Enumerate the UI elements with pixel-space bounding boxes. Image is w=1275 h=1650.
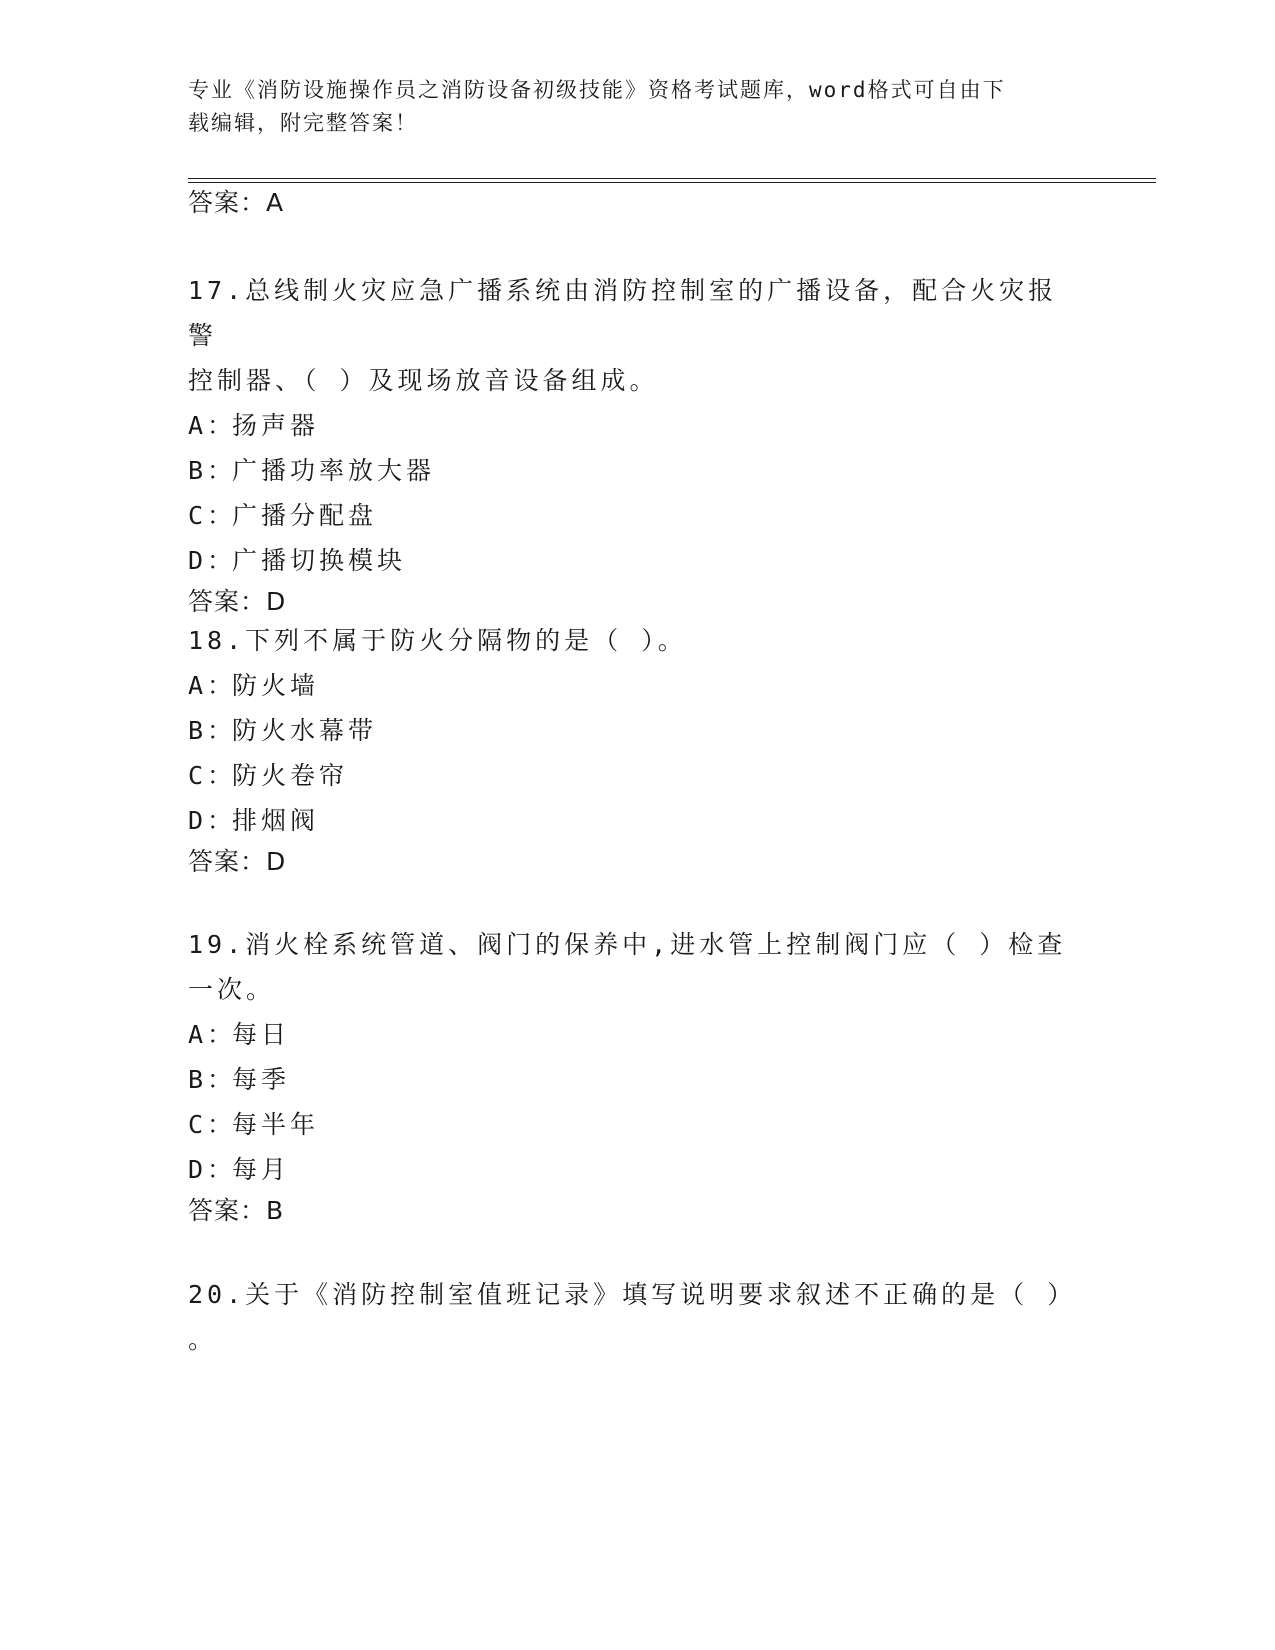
option-text: 排烟阀 <box>232 806 320 835</box>
option-key: A： <box>188 411 237 440</box>
option-key: C： <box>188 761 237 790</box>
option-text: 每半年 <box>232 1110 320 1139</box>
option-c <box>188 1102 1088 1147</box>
option-d <box>188 1147 1088 1192</box>
option-text: 每日 <box>232 1020 291 1049</box>
option-b <box>188 1057 1088 1102</box>
option-key: D： <box>188 546 237 575</box>
option-text: 防火卷帘 <box>232 761 349 790</box>
option-text: 防火水幕带 <box>232 716 378 745</box>
option-key: D： <box>188 1155 237 1184</box>
option-d <box>188 798 1088 843</box>
option-b <box>188 708 1088 753</box>
header-line-2: 载编辑，附完整答案！ <box>188 111 418 135</box>
option-c <box>188 753 1088 798</box>
question-18 <box>188 618 1088 881</box>
question-17 <box>188 268 1088 621</box>
option-key: A： <box>188 671 237 700</box>
option-a <box>188 663 1088 708</box>
option-text: 广播切换模块 <box>232 546 407 575</box>
question-text-line-2: 。 <box>188 1325 218 1354</box>
answer-label: 答案：A <box>188 188 285 217</box>
question-text-line-2: 控制器、（ ）及现场放音设备组成。 <box>188 366 659 395</box>
option-text: 每季 <box>232 1065 291 1094</box>
option-key: B： <box>188 456 237 485</box>
option-text: 每月 <box>232 1155 291 1184</box>
option-d <box>188 538 1088 583</box>
question-text-line-1: 19.消火栓系统管道、阀门的保养中,进水管上控制阀门应（ ）检查 <box>188 930 1067 959</box>
question-text-line-1: 18.下列不属于防火分隔物的是（ ）。 <box>188 626 687 655</box>
option-b <box>188 448 1088 493</box>
question-text-line-1: 20.关于《消防控制室值班记录》填写说明要求叙述不正确的是（ ） <box>188 1280 1077 1309</box>
question-text-line-2: 一次。 <box>188 975 276 1004</box>
question-20 <box>188 1272 1088 1362</box>
option-key: C： <box>188 1110 237 1139</box>
option-key: C： <box>188 501 237 530</box>
option-a <box>188 1012 1088 1057</box>
option-key: A： <box>188 1020 237 1049</box>
previous-answer <box>188 184 1088 222</box>
option-text: 防火墙 <box>232 671 320 700</box>
question-19 <box>188 922 1088 1230</box>
answer-label: 答案：D <box>188 587 287 616</box>
option-text: 广播功率放大器 <box>232 456 436 485</box>
header-line-1: 专业《消防设施操作员之消防设备初级技能》资格考试题库，word格式可自由下 <box>188 78 1006 102</box>
answer-label: 答案：B <box>188 1196 285 1225</box>
document-header <box>188 74 1068 140</box>
header-divider-bottom <box>188 182 1156 183</box>
option-text: 广播分配盘 <box>232 501 378 530</box>
question-text-line-1: 17.总线制火灾应急广播系统由消防控制室的广播设备，配合火灾报警 <box>188 276 1058 350</box>
header-divider-top <box>188 178 1156 179</box>
option-key: D： <box>188 806 237 835</box>
option-a <box>188 403 1088 448</box>
option-key: B： <box>188 716 237 745</box>
option-key: B： <box>188 1065 237 1094</box>
answer-label: 答案：D <box>188 847 287 876</box>
option-text: 扬声器 <box>232 411 320 440</box>
option-c <box>188 493 1088 538</box>
